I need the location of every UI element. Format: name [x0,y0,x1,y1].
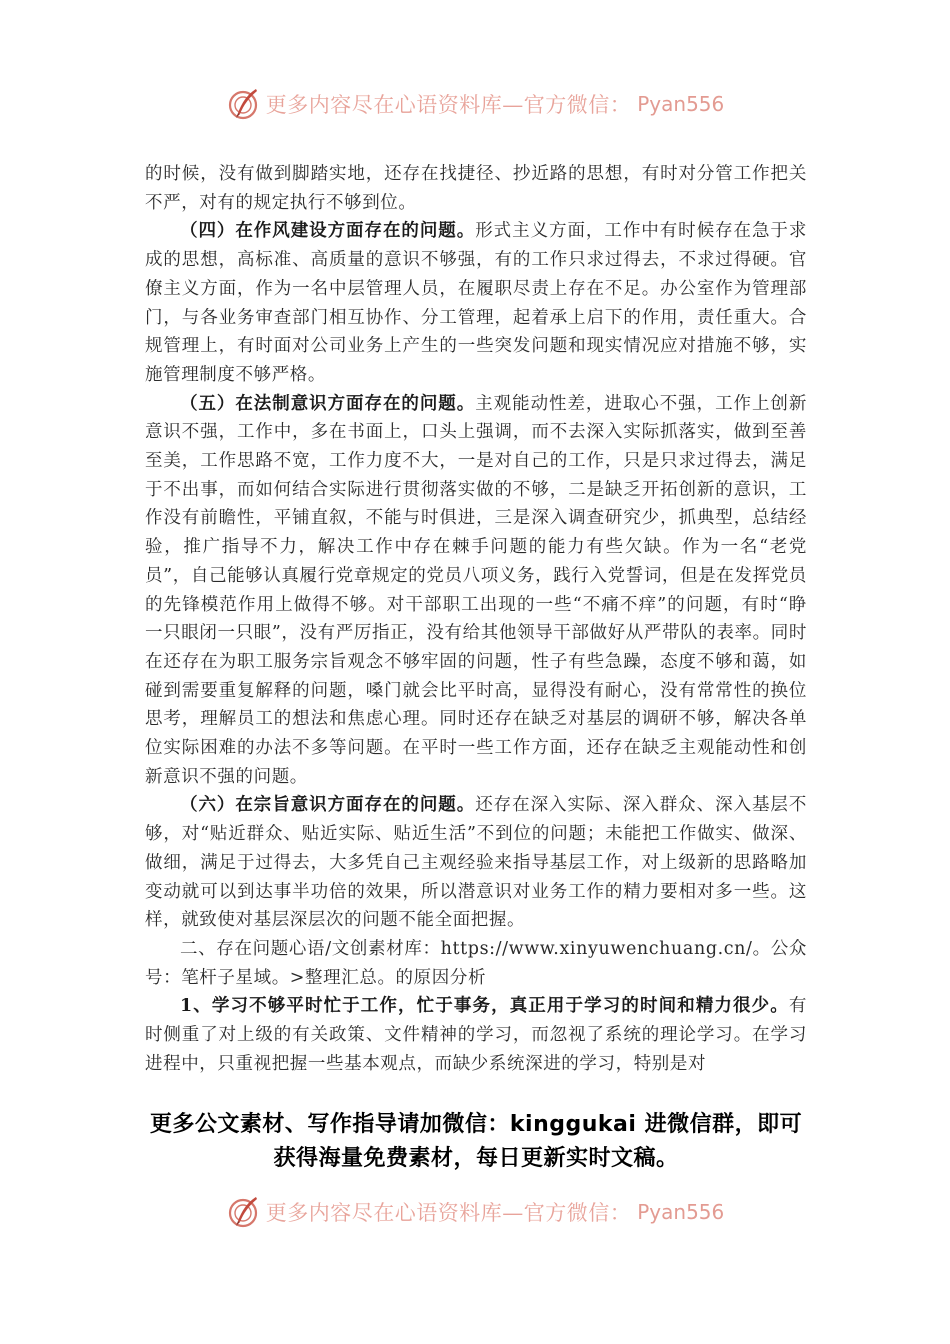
paragraph-purpose-awareness: （六）在宗旨意识方面存在的问题。还存在深入实际、深入群众、深入基层不够，对“贴近群众、贴近实际、贴近生活”不到位的问题；未能把工作做实、做深、做细，满足于过得去，大多凭自己主观经验来指导基层工作，对上级新的思路略加变动就可以到达事半功倍的效果，所以潜意识对业务工作的精力要相对多一些。这样，就致使对基层深层次的问题不能全面把握。 [145,795,807,931]
paragraph-continuation: 的时候，没有做到脚踏实地，还存在找捷径、抄近路的思想，有时对分管工作把关不严，对有的规定执行不够到位。 [145,164,807,213]
paragraph-cause-analysis-heading: 二、存在问题心语/文创素材库：https://www.xinyuwenchuang.cn/。公众号：笔杆子星域。>整理汇总。的原因分析 [145,938,807,988]
banner-handle: Pyan556 [637,92,725,116]
promo-notice [120,1108,832,1176]
promo-line-1: 更多公文素材、写作指导请加微信：kinggukai 进微信群，即可 [149,1112,803,1137]
quill-logo-icon [226,86,262,122]
paragraph-style-issues: （四）在作风建设方面存在的问题。形式主义方面，工作中有时候存在急于求成的思想，高标准、高质量的意识不够强，有的工作只求过得去，不求过得硬。官僚主义方面，作为一名中层管理人员，在履职尽责上存在不足。办公室作为管理部门，与各业务审查部门相互协作、分工管理，起着承上启下的作用，责任重大。合规管理上，有时面对公司业务上产生的一些突发问题和现实情况应对措施不够，实施管理制度不够严格。 [145,221,807,385]
section-heading: 1、学习不够平时忙于工作，忙于事务，真正用于学习的时间和精力很少。 [180,996,789,1017]
banner-text: 更多内容尽在心语资料库—官方微信： [265,1201,632,1225]
paragraph-learning: 1、学习不够平时忙于工作，忙于事务，真正用于学习的时间和精力很少。有时侧重了对上级的有关政策、文件精神的学习，而忽视了系统的理论学习。在学习进程中，只重视把握一些基本观点，而缺少系统深进的学习，特别是对 [145,996,807,1074]
banner-text: 更多内容尽在心语资料库—官方微信： [265,93,632,117]
promo-line-2: 获得海量免费素材，每日更新实时文稿。 [273,1146,679,1171]
header-banner [0,82,950,126]
section-heading: （五）在法制意识方面存在的问题。 [180,393,476,414]
document-body [145,160,807,1079]
banner-handle: Pyan556 [637,1200,725,1224]
section-heading: （六）在宗旨意识方面存在的问题。 [180,795,476,816]
paragraph-legal-awareness: （五）在法制意识方面存在的问题。主观能动性差，进取心不强，工作上创新意识不强，工作中，多在书面上，口头上强调，而不去深入实际抓落实，做到至善至美，工作思路不宽，工作力度不大，一是对自己的工作，只是只求过得去，满足于不出事，而如何结合实际进行贯彻落实做的不够，二是缺乏开拓创新的意识，工作没有前瞻性，平铺直叙，不能与时俱进，三是深入调查研究少，抓典型，总结经验，推广指导不力，解决工作中存在棘手问题的能力有些欠缺。作为一名“老党员”，自己能够认真履行党章规定的党员八项义务，践行入党誓词，但是在发挥党员的先锋模范作用上做得不够。对干部职工出现的一些“不痛不痒”的问题，有时“睁一只眼闭一只眼”，没有严厉指正，没有给其他领导干部做好从严带队的表率。同时在还存在为职工服务宗旨观念不够牢固的问题，性子有些急躁，态度不够和蔼，如碰到需要重复解释的问题，嗓门就会比平时高，显得没有耐心，没有常常性的换位思考，理解员工的想法和焦虑心理。同时还存在缺乏对基层的调研不够，解决各单位实际困难的办法不多等问题。在平时一些工作方面，还存在缺乏主观能动性和创新意识不强的问题。 [145,393,807,787]
section-heading: （四）在作风建设方面存在的问题。 [180,221,476,242]
quill-logo-icon [226,1194,262,1230]
footer-banner [0,1190,950,1234]
